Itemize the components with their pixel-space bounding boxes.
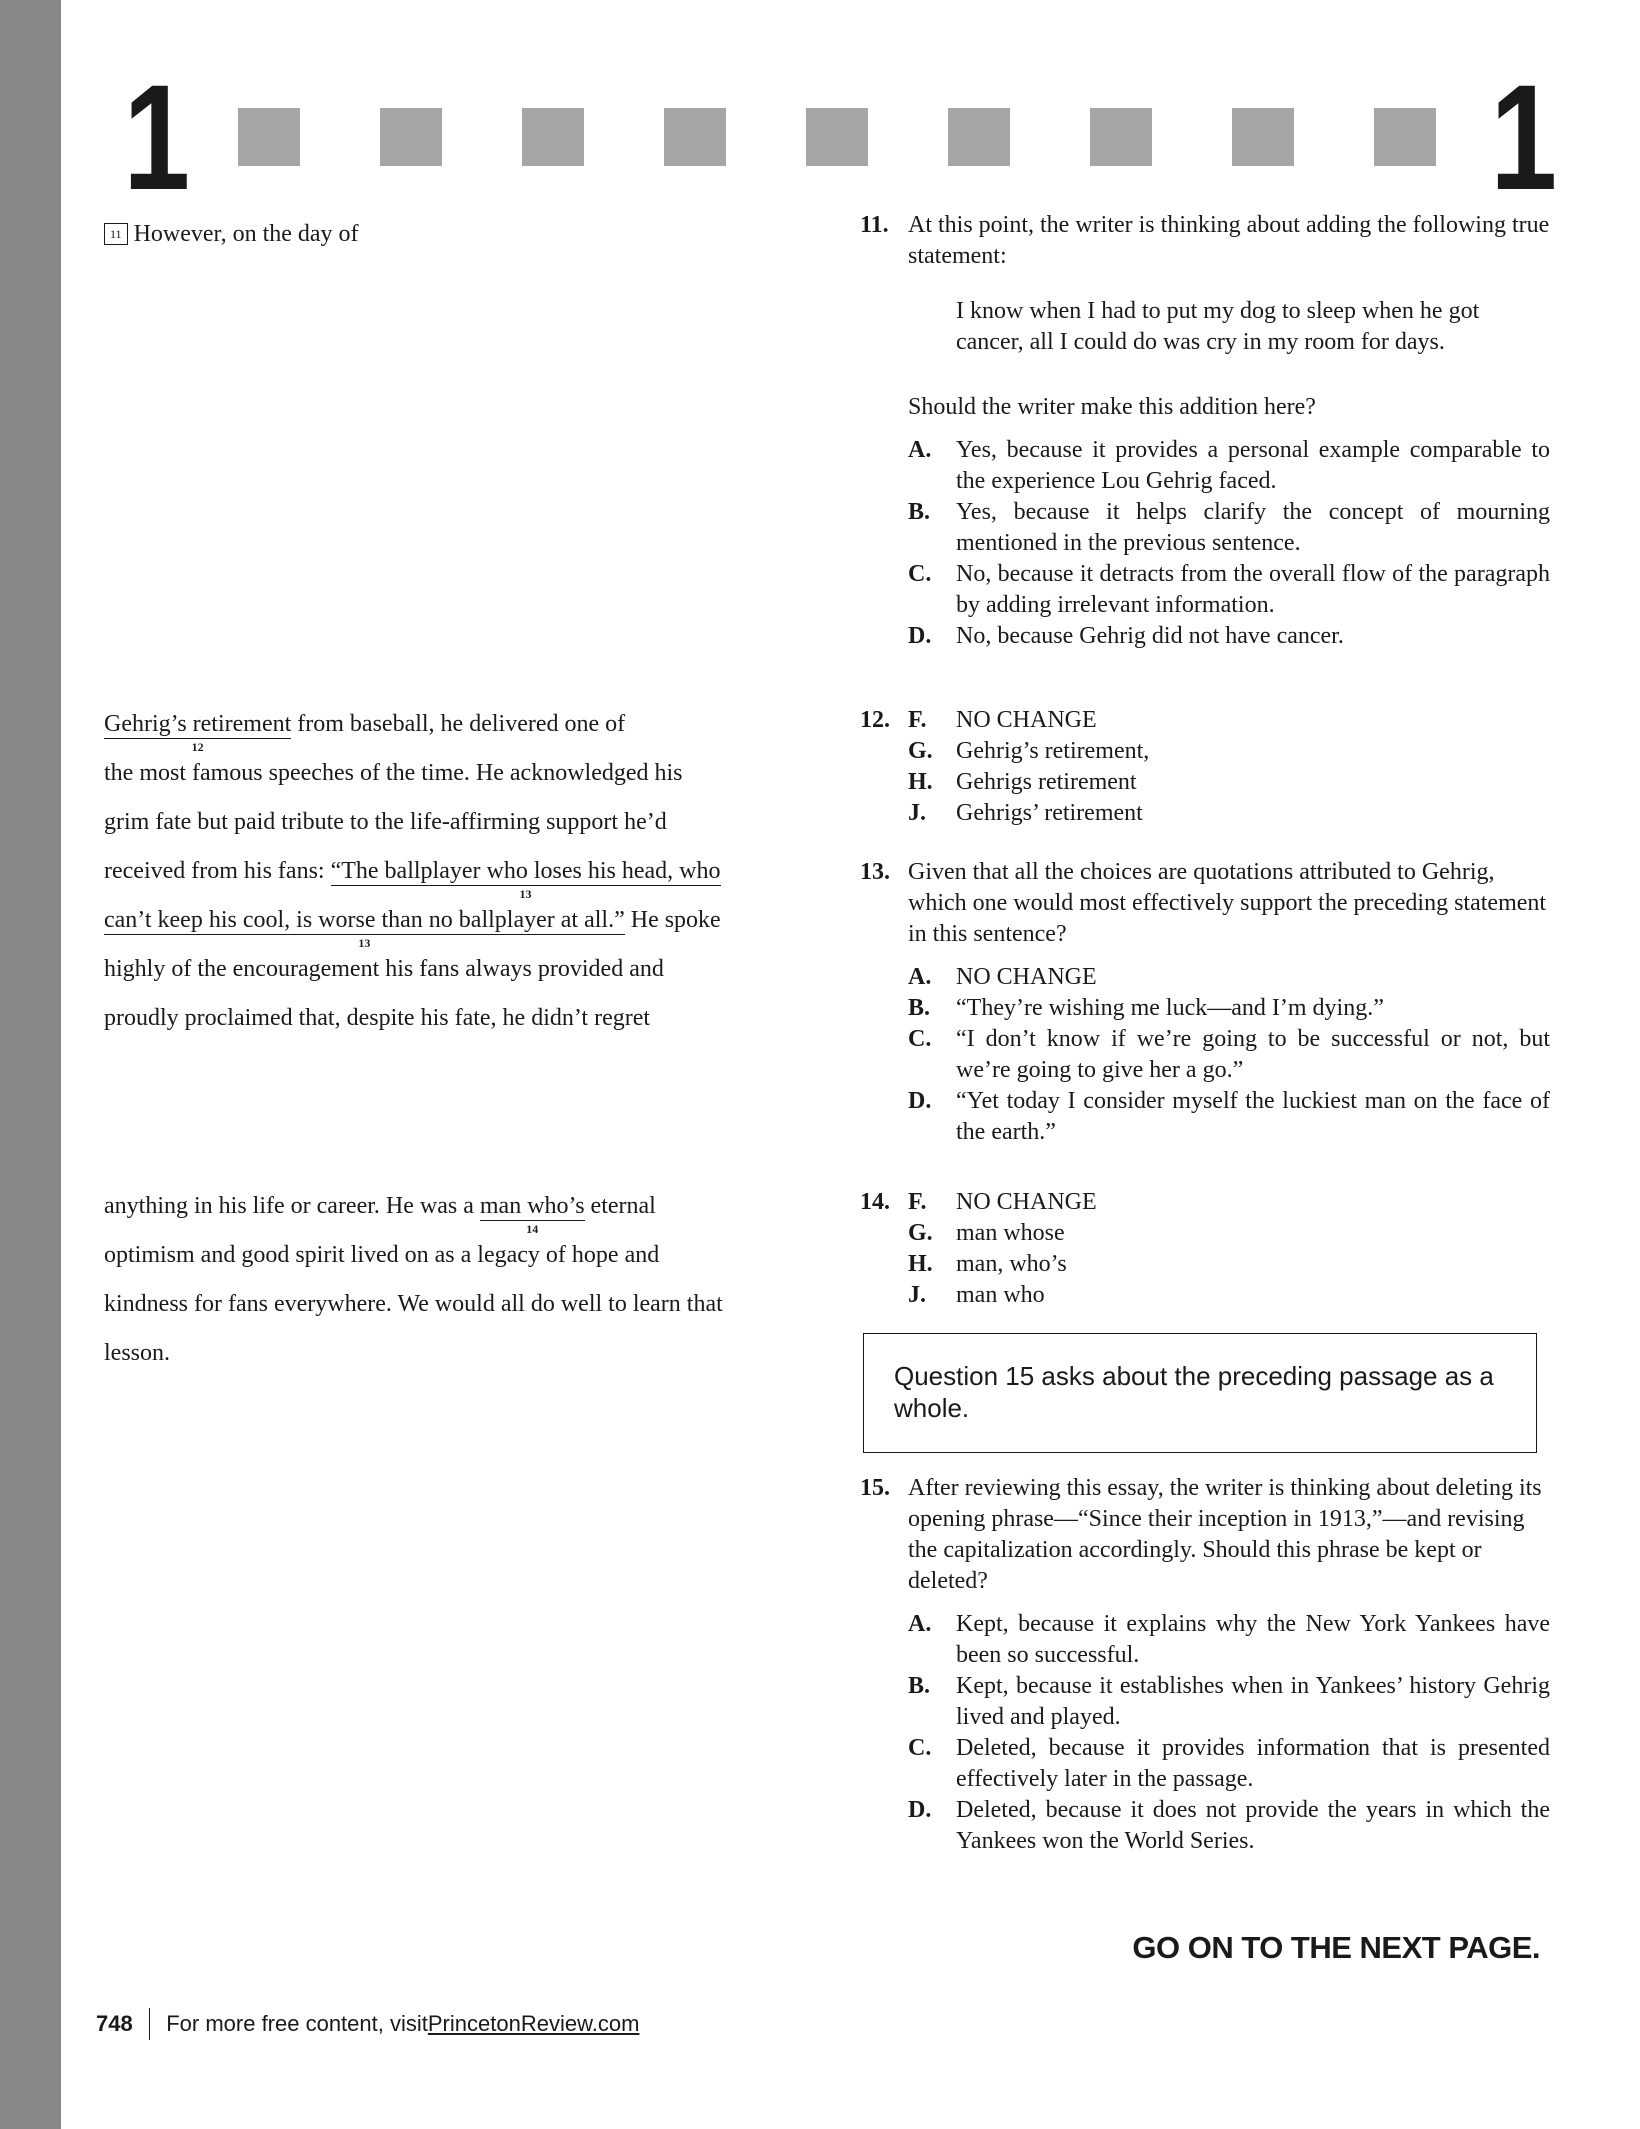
option-letter: C. xyxy=(908,561,932,587)
passage-paragraph-1 xyxy=(104,210,784,259)
option-letter: F. xyxy=(908,707,927,733)
underlined-text: “The ballplayer who loses his head, who xyxy=(330,858,721,884)
page-footer xyxy=(96,2008,639,2040)
option-letter: G. xyxy=(908,738,933,764)
underlined-text: can’t keep his cool, is worse than no ballplayer at all.” xyxy=(104,907,625,933)
option-letter: B. xyxy=(908,499,931,525)
passage-text: from baseball, he delivered one of xyxy=(291,711,626,737)
option-letter: J. xyxy=(908,1282,926,1308)
option-text: Deleted, because it does not provide the years in which the Yankees won the World Series. xyxy=(956,1797,1550,1854)
section-number-right: 1 xyxy=(1490,53,1558,221)
option-letter: D. xyxy=(908,623,932,649)
option-letter: A. xyxy=(908,437,932,463)
option-h[interactable] xyxy=(908,1249,1550,1280)
option-letter: A. xyxy=(908,1611,932,1637)
section-number-left: 1 xyxy=(123,53,191,221)
question-ref-number: 12 xyxy=(191,740,204,754)
option-b[interactable] xyxy=(908,993,1550,1024)
option-d[interactable] xyxy=(908,1086,1550,1148)
page-edge-bar xyxy=(0,0,61,2129)
option-letter: H. xyxy=(908,769,933,795)
option-text: Kept, because it explains why the New York Yankees have been so successful. xyxy=(956,1611,1550,1668)
option-letter: J. xyxy=(908,800,926,826)
option-letter: B. xyxy=(908,1673,931,1699)
option-d[interactable] xyxy=(908,621,1550,652)
option-j[interactable] xyxy=(908,1280,1550,1311)
option-h[interactable] xyxy=(908,767,1550,798)
question-11 xyxy=(860,210,1550,652)
marker-square xyxy=(1090,108,1152,166)
option-text: Gehrig’s retirement, xyxy=(956,738,1150,764)
question-prompt: Should the writer make this addition here? xyxy=(908,394,1316,420)
option-text: Gehrigs’ retirement xyxy=(956,800,1143,826)
marker-square xyxy=(664,108,726,166)
question-ref-number: 14 xyxy=(526,1222,539,1236)
option-letter: C. xyxy=(908,1735,932,1761)
passage-text: received from his fans: xyxy=(104,858,331,884)
question-number: 12. xyxy=(860,707,890,733)
passage-text: the most famous speeches of the time. He acknowledged his xyxy=(104,760,683,786)
option-text: NO CHANGE xyxy=(956,964,1097,990)
go-on-instruction: GO ON TO THE NEXT PAGE. xyxy=(1132,1930,1540,1965)
passage-text: grim fate but paid tribute to the life-affirming support he’d xyxy=(104,809,667,835)
option-text: “Yet today I consider myself the luckiest man on the face of the earth.” xyxy=(956,1088,1550,1145)
marker-square xyxy=(1232,108,1294,166)
question-stem: At this point, the writer is thinking about adding the following true statement: xyxy=(908,212,1550,269)
option-letter: D. xyxy=(908,1797,932,1823)
option-text: Deleted, because it provides information that is presented effectively later in the passage. xyxy=(956,1735,1550,1792)
marker-square xyxy=(1374,108,1436,166)
option-letter: H. xyxy=(908,1251,933,1277)
option-text: NO CHANGE xyxy=(956,1189,1097,1215)
option-a[interactable] xyxy=(908,962,1550,993)
option-text: “I don’t know if we’re going to be successful or not, but we’re going to give her a go.” xyxy=(956,1026,1550,1083)
question-14 xyxy=(860,1187,1550,1311)
question-ref-number: 13 xyxy=(519,887,532,901)
footer-text: For more free content, visit xyxy=(166,2011,428,2036)
underlined-portion-13 xyxy=(104,906,625,950)
underlined-portion-12 xyxy=(104,710,292,754)
passage-text: kindness for fans everywhere. We would all do well to learn that xyxy=(104,1291,723,1317)
option-text: Kept, because it establishes when in Yankees’ history Gehrig lived and played. xyxy=(956,1673,1550,1730)
princeton-review-link[interactable]: PrincetonReview.com xyxy=(427,2011,640,2036)
option-b[interactable] xyxy=(908,1671,1550,1733)
option-text: No, because it detracts from the overall flow of the paragraph by adding irrelevant information. xyxy=(956,561,1550,618)
option-text: man who xyxy=(956,1282,1045,1308)
underlined-portion-13 xyxy=(330,857,721,901)
option-letter: F. xyxy=(908,1189,927,1215)
passage-paragraph-2 xyxy=(104,700,784,1043)
option-text: No, because Gehrig did not have cancer. xyxy=(956,623,1344,649)
marker-square xyxy=(380,108,442,166)
option-letter: G. xyxy=(908,1220,933,1246)
passage-text: anything in his life or career. He was a xyxy=(104,1193,480,1219)
underlined-text: Gehrig’s retirement xyxy=(104,711,292,737)
option-text: Yes, because it helps clarify the concept of mourning mentioned in the previous sentence. xyxy=(956,499,1550,556)
marker-square xyxy=(238,108,300,166)
passage-text: He spoke xyxy=(624,907,721,933)
option-text: man whose xyxy=(956,1220,1065,1246)
option-b[interactable] xyxy=(908,497,1550,559)
option-letter: A. xyxy=(908,964,932,990)
option-text: NO CHANGE xyxy=(956,707,1097,733)
option-text: “They’re wishing me luck—and I’m dying.” xyxy=(956,995,1384,1021)
option-d[interactable] xyxy=(908,1795,1550,1857)
underlined-portion-14 xyxy=(479,1192,585,1236)
footer-divider xyxy=(149,2008,151,2040)
passage-text: eternal xyxy=(584,1193,656,1219)
passage-text: highly of the encouragement his fans always provided and xyxy=(104,956,664,982)
passage-whole-note: Question 15 asks about the preceding passage as a whole. xyxy=(863,1333,1537,1453)
option-c[interactable] xyxy=(908,559,1550,621)
option-f[interactable] xyxy=(908,1187,1550,1218)
question-ref-number: 13 xyxy=(358,936,371,950)
passage-text: optimism and good spirit lived on as a legacy of hope and xyxy=(104,1242,660,1268)
marker-square xyxy=(806,108,868,166)
question-15 xyxy=(860,1473,1550,1857)
question-number: 14. xyxy=(860,1189,890,1215)
option-j[interactable] xyxy=(908,798,1550,829)
question-stem: Given that all the choices are quotations attributed to Gehrig, which one would most effectively support the preceding statement in this sentence? xyxy=(908,859,1547,947)
page-number: 748 xyxy=(96,2011,133,2036)
option-letter: B. xyxy=(908,995,931,1021)
option-text: man, who’s xyxy=(956,1251,1067,1277)
question-stem: After reviewing this essay, the writer is thinking about deleting its opening phrase—“Since their inception in 1913,”—and revising the capitalization accordingly. Should this phrase be kept or deleted? xyxy=(908,1475,1542,1594)
option-letter: D. xyxy=(908,1088,932,1114)
underlined-text: man who’s xyxy=(479,1193,585,1219)
option-f[interactable] xyxy=(908,705,1550,736)
option-a[interactable] xyxy=(908,435,1550,497)
question-number: 15. xyxy=(860,1475,890,1501)
option-letter: C. xyxy=(908,1026,932,1052)
question-12 xyxy=(860,705,1550,829)
passage-paragraph-3 xyxy=(104,1182,784,1378)
option-c[interactable] xyxy=(908,1024,1550,1086)
passage-text: However, on the day of xyxy=(133,221,359,247)
marker-square xyxy=(522,108,584,166)
option-text: Gehrigs retirement xyxy=(956,769,1137,795)
option-text: Yes, because it provides a personal example comparable to the experience Lou Gehrig faced. xyxy=(956,437,1550,494)
passage-text: lesson. xyxy=(104,1340,170,1366)
question-13 xyxy=(860,857,1550,1148)
option-c[interactable] xyxy=(908,1733,1550,1795)
question-number: 11. xyxy=(860,212,889,238)
option-a[interactable] xyxy=(908,1609,1550,1671)
marker-square xyxy=(948,108,1010,166)
option-g[interactable] xyxy=(908,1218,1550,1249)
question-number: 13. xyxy=(860,859,890,885)
option-g[interactable] xyxy=(908,736,1550,767)
question-box-11: 11 xyxy=(104,223,128,245)
proposed-statement: I know when I had to put my dog to sleep when he got cancer, all I could do was cry in my room for days. xyxy=(956,298,1480,355)
passage-text: proudly proclaimed that, despite his fate, he didn’t regret xyxy=(104,1005,651,1031)
